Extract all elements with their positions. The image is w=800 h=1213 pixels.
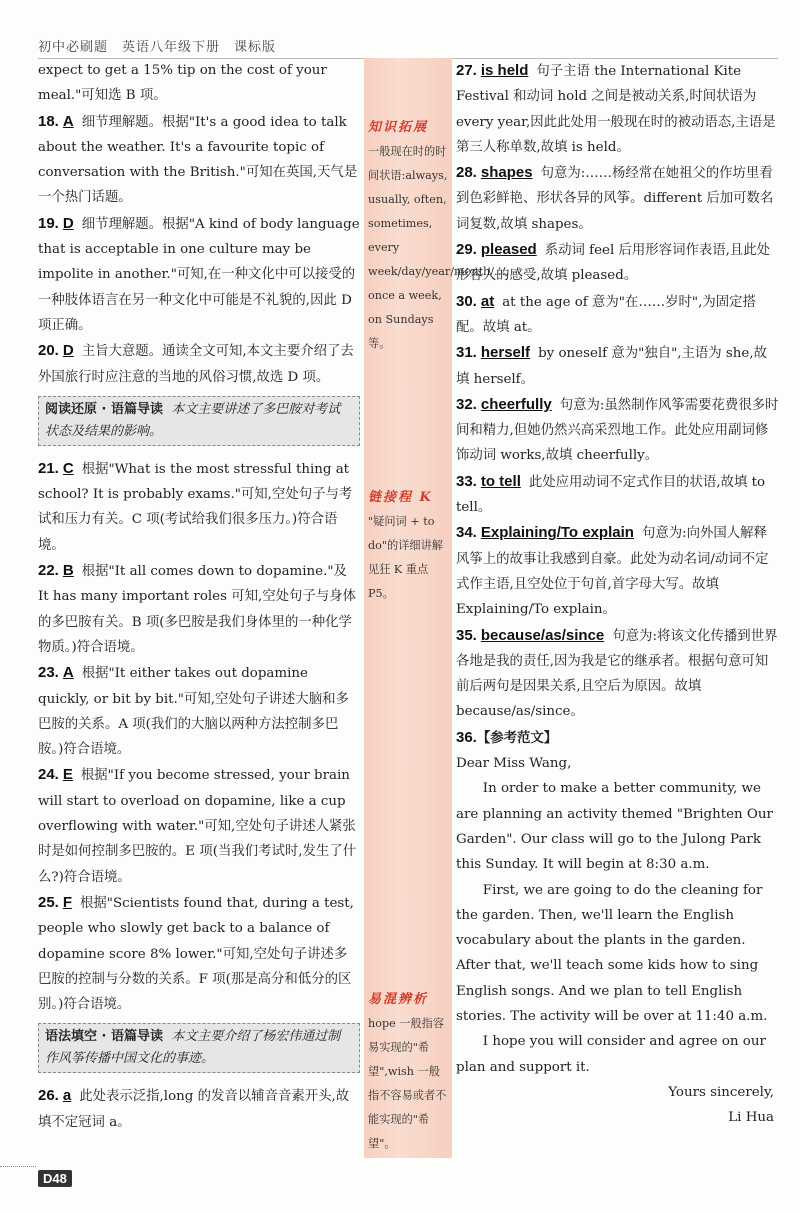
item-number: 23. — [38, 664, 59, 682]
answer-item — [38, 1083, 360, 1135]
item-answer: D — [62, 214, 74, 232]
note-title: 易混辨析 — [368, 992, 429, 1007]
item-answer: cheerfully — [480, 395, 552, 413]
section-banner-reading-restore — [38, 396, 360, 446]
essay-heading — [456, 725, 780, 751]
item-number: 35. — [456, 626, 477, 644]
letter-signature: Li Hua — [728, 1110, 774, 1126]
banner-label: 阅读还原 · 语篇导读 — [45, 401, 163, 417]
item-number: 32. — [456, 395, 477, 413]
item-explanation: 句意为:将该文化传播到世界各地是我的责任,因为我是它的继承者。根据句意可知前后两句是因果关系,且空后为原因。故填 because/as/since。 — [456, 628, 778, 720]
item-answer: B — [62, 562, 74, 580]
item-answer: is held — [480, 62, 529, 79]
note-text: 一般现在时的时间状语:always, usually, often, sometimes, every week/day/year/month/…, once a week, on Sundays 等。 — [368, 145, 509, 350]
item-explanation: 句意为:……杨经常在她祖父的作坊里看到色彩鲜艳、形状各异的风筝。different 后加可数名词复数,故填 shapes。 — [456, 166, 774, 232]
item-explanation: 细节理解题。根据"It's a good idea to talk about the weather. It's a favourite topic of conversation with the British."可知在英国,天气是一个热门话题。 — [38, 114, 358, 206]
item-explanation: 根据"Scientists found that, during a test, people who slowly get back to a balance of dopamine score 8% lower."可知,空处句子讲述多巴胺的控制与分数的关系。F 项(那是高分和低分的区别。)符合语境。 — [38, 895, 354, 1013]
item-answer: to tell — [480, 472, 521, 490]
footer-dotted-rule — [0, 1166, 36, 1167]
item-number: 28. — [456, 164, 477, 182]
answer-item — [38, 762, 360, 889]
right-column — [456, 58, 780, 1130]
item-number: 30. — [456, 292, 477, 310]
answer-list-reading — [38, 109, 360, 390]
answer-item — [456, 237, 780, 289]
answer-item — [456, 469, 780, 521]
banner-label: 语法填空 · 语篇导读 — [45, 1029, 163, 1045]
answer-item — [456, 160, 780, 237]
item-explanation: 句意为:虽然制作风筝需要花费很多时间和精力,但她仍然兴高采烈地工作。此处应用副词修饰动词 works,故填 cheerfully。 — [456, 397, 779, 464]
item-explanation: 此处表示泛指,long 的发音以辅音音素开头,故填不定冠词 a。 — [38, 1089, 350, 1130]
item-answer: at — [480, 292, 495, 310]
item-answer: C — [62, 459, 74, 477]
model-essay — [456, 725, 780, 1131]
letter-closing: Yours sincerely, — [668, 1084, 774, 1100]
item-number: 21. — [38, 459, 59, 477]
answer-item — [38, 211, 360, 338]
item-number: 29. — [456, 241, 477, 259]
item-explanation: at the age of 意为"在……岁时",为固定搭配。故填 at。 — [456, 294, 756, 335]
item-number: 36. — [456, 728, 477, 746]
item-number: 34. — [456, 524, 477, 542]
answer-item — [38, 456, 360, 558]
item-number: 33. — [456, 472, 477, 490]
item-number: 24. — [38, 766, 59, 784]
answer-item — [38, 660, 360, 762]
note-link — [368, 486, 450, 606]
answer-item — [38, 338, 360, 390]
item-number: 20. — [38, 342, 59, 360]
item-number: 31. — [456, 344, 477, 362]
answer-item — [456, 520, 780, 622]
item-explanation: 主旨大意题。通读全文可知,本文主要介绍了去外国旅行时应注意的当地的风俗习惯,故选 D 项。 — [38, 344, 354, 385]
left-column — [38, 58, 360, 1135]
item-answer: F — [62, 893, 73, 911]
item-number: 19. — [38, 214, 59, 232]
item-explanation: 根据"If you become stressed, your brain will start to overload on dopamine, like a cup overflowing with water."可知,空处句子讲述人紧张时是如何控制多巴胺的。E 项(当我们考试时,发生了什么?)符合语境。 — [38, 768, 357, 885]
item-answer: Explaining/To explain — [480, 524, 634, 542]
intro-text: expect to get a 15% tip on the cost of your meal."可知选 B 项。 — [38, 63, 327, 104]
item-explanation: 根据"It all comes down to dopamine."及 It has many important roles 可知,空处句子与身体的多巴胺有关。B 项(多巴胺是我们身体里的一种化学物质。)符合语境。 — [38, 564, 357, 655]
item-explanation: 系动词 feel 后用形容词作表语,且此处形容人的感受,故填 pleased。 — [456, 243, 771, 284]
answer-item — [38, 109, 360, 211]
letter-paragraph: I hope you will consider and agree on our plan and support it. — [456, 1034, 766, 1075]
answer-item — [456, 289, 780, 341]
item-number: 26. — [38, 1087, 59, 1105]
answer-item — [456, 58, 780, 160]
item-answer: shapes — [480, 164, 533, 182]
answer-item — [456, 392, 780, 469]
item-answer: D — [62, 342, 74, 360]
page-number: D48 — [38, 1170, 72, 1187]
item-explanation: 句子主语 the International Kite Festival 和动词 hold 之间是被动关系,时间状语为 every year,因此此处用一般现在时的被动语态,主语是第三人称单数,故填 is held。 — [456, 64, 776, 155]
item-answer: a — [62, 1087, 72, 1105]
item-number: 18. — [38, 112, 59, 130]
answer-item — [456, 623, 780, 725]
item-explanation: 句意为:向外国人解释风筝上的故事让我感到自豪。此处为动名词/动词不定式作主语,且空处位于句首,首字母大写。故填 Explaining/To explain。 — [456, 526, 769, 618]
answer-item — [456, 340, 780, 392]
letter-paragraph: In order to make a better community, we are planning an activity themed "Brighten Our Garden". Our class will go to the Julong Park this Sunday. It will begin at 8:30 a.m. — [456, 781, 773, 873]
header-title: 初中必刷题 英语八年级下册 课标版 — [38, 40, 277, 55]
item-explanation: by oneself 意为"独自",主语为 she,故填 herself。 — [456, 346, 767, 387]
item-explanation: 根据"It either takes out dopamine quickly, or bit by bit."可知,空处句子讲述大脑和多巴胺的关系。A 项(我们的大脑以两种方法控制多巴胺。)符合语境。 — [38, 666, 349, 758]
note-confusable — [368, 988, 450, 1156]
item-explanation: 根据"What is the most stressful thing at school? It is probably exams."可知,空处句子与考试和压力有关。C 项(考试给我们很多压力。)符合语境。 — [38, 461, 353, 553]
banner-text: 本文主要讲述了多巴胺对考试状态及结果的影响。 — [45, 401, 341, 439]
section-banner-grammar-fill — [38, 1023, 360, 1073]
note-title: 链接程 K — [368, 490, 433, 505]
note-title: 知识拓展 — [368, 120, 429, 135]
item-answer: A — [62, 112, 74, 130]
item-answer: because/as/since — [480, 626, 605, 644]
item-answer: pleased — [480, 241, 537, 259]
item-number: 22. — [38, 562, 59, 580]
answer-item — [38, 890, 360, 1017]
item-explanation: 此处应用动词不定式作目的状语,故填 to tell。 — [456, 474, 766, 516]
item-answer: herself — [480, 344, 531, 362]
item-explanation: 细节理解题。根据"A kind of body language that is acceptable in one culture may be impolite in another."可知,在一种文化中可以接受的一种肢体语言在另一种文化中可能是不礼貌的,因此 D 项正确。 — [38, 216, 360, 333]
item-answer: E — [62, 766, 73, 784]
banner-text: 本文主要介绍了杨宏伟通过制作风筝传播中国文化的事迹。 — [45, 1029, 341, 1067]
answer-item — [38, 558, 360, 660]
letter-paragraph: First, we are going to do the cleaning for the garden. Then, we'll learn the English vocabulary about the plants in the garden. After that, we'll teach some kids how to sing English songs. And we plan to tell English stories. The activity will be over at 11:40 a.m. — [456, 882, 768, 1024]
note-text: hope 一般指容易实现的"希望",wish 一般指不容易或者不能实现的"希望"。 — [368, 1017, 447, 1150]
item-number: 27. — [456, 62, 477, 79]
item-answer: A — [62, 664, 74, 682]
note-text: "疑问词 + to do"的详细讲解见狂 K 重点 P5。 — [368, 515, 443, 600]
essay-label: 【参考范文】 — [476, 730, 558, 746]
item-number: 25. — [38, 893, 59, 911]
answer-list-restore — [38, 456, 360, 1018]
letter-salutation: Dear Miss Wang, — [456, 756, 572, 772]
page-header — [38, 36, 276, 55]
